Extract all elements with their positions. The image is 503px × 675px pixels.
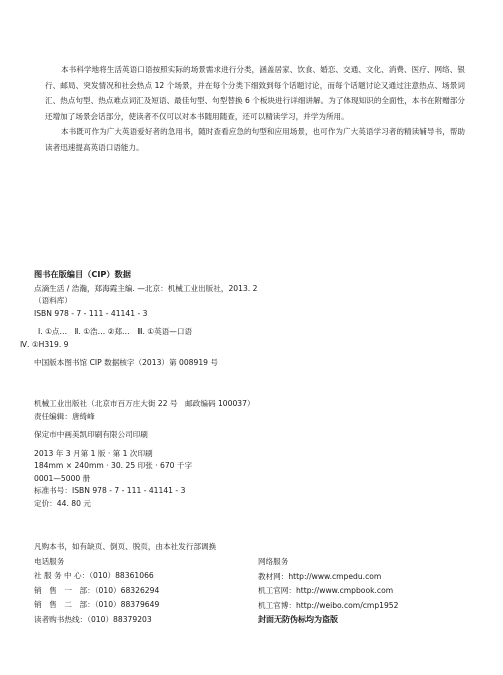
description-paragraph-2: 本书既可作为广大英语爱好者的急用书，随时查看应急的句型和应用场景，也可作为广大英语学习者的精读辅导书，帮助读者迅速提高英语口语能力。 xyxy=(45,127,465,152)
phone-service-heading: 电话服务 xyxy=(34,556,65,566)
cip-line-data-number: 中国版本图书馆 CIP 数据核字（2013）第 008919 号 xyxy=(34,358,218,367)
book-description xyxy=(45,62,465,155)
cip-line-title-author: 点滴生活 / 浩瀚，郑海霞主编. —北京：机械工业出版社，2013. 2 xyxy=(34,283,258,293)
copies-line: 0001—5000 册 xyxy=(34,473,91,483)
publisher-line: 机械工业出版社（北京市百万庄大街 22 号 邮政编码 100037） xyxy=(34,399,255,408)
description-paragraph-1: 本书科学地将生活英语口语按照实际的场景需求进行分类，涵盖居家、饮食、婚恋、交通、文化、消费、医疗、网络、银行、邮局、突发情况和社会热点 12 个场景，并在每个分类下细致到每个话题讨论，而每个话题讨论又通过注意热点、场景词汇、热点句型、热点难点词汇及短语、最佳句型、句型替换 6 个板块进行详细讲解。为了体现知识的全面性，本书在附赠部分还增加了场景会话部分，使读者不仅可以对本书随用随查，还可以精读学习，并学为所用。 xyxy=(45,65,465,121)
phone-line-reader-hotline: 读者购书热线：（010）88379203 xyxy=(34,614,152,624)
cip-line-isbn: ISBN 978 - 7 - 111 - 41141 - 3 xyxy=(34,308,148,318)
edition-line: 2013 年 3 月第 1 版 · 第 1 次印刷 xyxy=(34,448,153,458)
phone-service xyxy=(34,540,264,628)
format-line: 184mm × 240mm · 30. 25 印张 · 670 千字 xyxy=(34,461,193,470)
phone-line-service-center: 社 服 务 中 心：（010）88361066 xyxy=(34,571,154,581)
cip-line-classification: Ⅰ. ①点… Ⅱ. ①浩… ②郑… Ⅲ. ①英语—口语 xyxy=(38,327,193,336)
printer-line: 保定市中画美凯印刷有限公司印刷 xyxy=(34,430,148,439)
anti-piracy-notice: 封面无防伪标均为盗版 xyxy=(258,615,338,625)
phone-line-sales-2: 销 售 二 部：（010）88379649 xyxy=(34,600,160,610)
textbook-site-line: 教材网：http://www.cmpedu.com xyxy=(258,571,382,581)
network-service-heading: 网络服务 xyxy=(258,557,289,566)
price-line: 定价：44. 80 元 xyxy=(34,498,91,508)
publication-info xyxy=(34,398,474,510)
isbn-line: 标准书号：ISBN 978 - 7 - 111 - 41141 - 3 xyxy=(34,486,186,495)
cip-block xyxy=(20,268,474,370)
cip-title: 图书在版编目（CIP）数据 xyxy=(34,269,131,279)
network-service xyxy=(258,555,478,628)
official-weibo-line: 机工官博：http://weibo.com/cmp1952 xyxy=(258,600,399,610)
official-site-line: 机工官网：http://www.cmpbook.com xyxy=(258,586,394,596)
replacement-notice: 凡购本书，如有缺页、倒页、脱页，由本社发行部调换 xyxy=(34,542,217,551)
phone-line-sales-1: 销 售 一 部：（010）68326294 xyxy=(34,585,160,595)
editor-line: 责任编辑：唐绮峰 xyxy=(34,411,95,421)
cip-line-series: （语料库） xyxy=(34,296,72,305)
cip-line-class-number: Ⅳ. ①H319. 9 xyxy=(20,339,69,349)
